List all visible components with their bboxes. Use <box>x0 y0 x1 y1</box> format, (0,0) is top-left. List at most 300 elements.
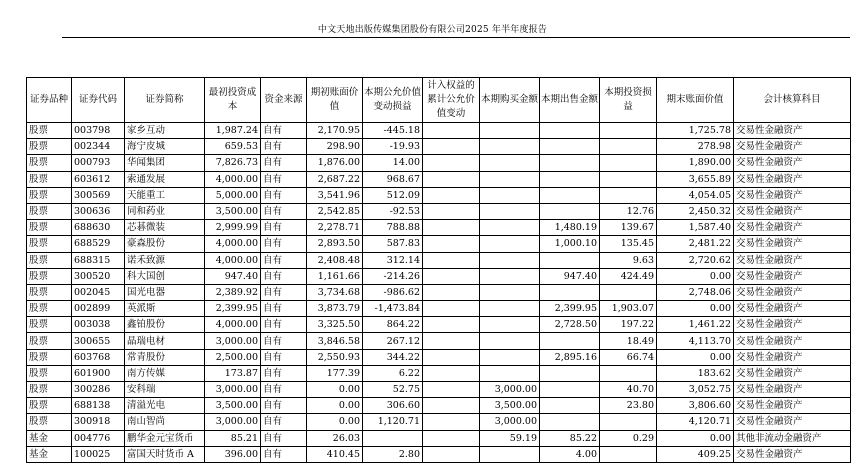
cell-fair-value-change: 52.75 <box>363 382 423 398</box>
cell-closing-book-value: 2,481.22 <box>657 236 734 252</box>
cell-purchase-amount: 3,000.00 <box>480 382 540 398</box>
cell-accounting-subject: 交易性金融资产 <box>734 349 851 365</box>
cell-sale-amount: 2,399.95 <box>540 301 600 317</box>
cell-closing-book-value: 3,806.60 <box>657 398 734 414</box>
table-row <box>27 349 851 365</box>
cell-security-code: 688630 <box>72 220 125 236</box>
cell-closing-book-value: 3,052.75 <box>657 382 734 398</box>
cell-fund-source: 自有 <box>261 382 307 398</box>
cell-investment-income: 0.29 <box>600 430 657 446</box>
cell-opening-book-value: 3,873.79 <box>307 301 363 317</box>
cell-fair-value-change: 968.67 <box>363 171 423 187</box>
cell-accounting-subject: 交易性金融资产 <box>734 382 851 398</box>
cell-accounting-subject: 交易性金融资产 <box>734 446 851 462</box>
table-row <box>27 123 851 139</box>
cell-fair-value-change: -445.18 <box>363 123 423 139</box>
cell-fund-source: 自有 <box>261 139 307 155</box>
cell-opening-book-value: 0.00 <box>307 414 363 430</box>
cell-security-code: 300636 <box>72 203 125 219</box>
cell-security-type: 股票 <box>27 139 72 155</box>
cell-initial-cost: 3,500.00 <box>205 203 261 219</box>
cell-fund-source: 自有 <box>261 203 307 219</box>
cell-fund-source: 自有 <box>261 301 307 317</box>
cell-purchase-amount <box>480 284 540 300</box>
table-row <box>27 203 851 219</box>
cell-security-type: 股票 <box>27 317 72 333</box>
table-row <box>27 155 851 171</box>
header-sale-amount: 本期出售金额 <box>540 78 600 123</box>
cell-accounting-subject: 交易性金融资产 <box>734 155 851 171</box>
cell-opening-book-value: 177.39 <box>307 365 363 381</box>
cell-investment-income <box>600 155 657 171</box>
cell-fair-value-change: -92.53 <box>363 203 423 219</box>
cell-purchase-amount: 3,500.00 <box>480 398 540 414</box>
cell-purchase-amount <box>480 187 540 203</box>
cell-fair-value-change: -986.62 <box>363 284 423 300</box>
cell-security-name: 南山智尚 <box>125 414 205 430</box>
header-initial-cost: 最初投资成本 <box>205 78 261 123</box>
table-row <box>27 398 851 414</box>
cell-security-code: 004776 <box>72 430 125 446</box>
table-row <box>27 236 851 252</box>
cell-fair-value-change: 6.22 <box>363 365 423 381</box>
cell-fair-value-change: 587.83 <box>363 236 423 252</box>
cell-closing-book-value: 4,120.71 <box>657 414 734 430</box>
cell-fund-source: 自有 <box>261 414 307 430</box>
cell-accounting-subject: 交易性金融资产 <box>734 203 851 219</box>
cell-closing-book-value: 0.00 <box>657 349 734 365</box>
cell-initial-cost: 396.00 <box>205 446 261 462</box>
cell-initial-cost: 4,000.00 <box>205 236 261 252</box>
cell-security-type: 股票 <box>27 155 72 171</box>
cell-purchase-amount: 3,000.00 <box>480 414 540 430</box>
cell-security-type: 股票 <box>27 123 72 139</box>
cell-investment-income <box>600 446 657 462</box>
cell-initial-cost: 1,987.24 <box>205 123 261 139</box>
cell-security-type: 股票 <box>27 252 72 268</box>
cell-purchase-amount <box>480 171 540 187</box>
cell-sale-amount: 4.00 <box>540 446 600 462</box>
cell-security-code: 002344 <box>72 139 125 155</box>
cell-security-code: 002045 <box>72 284 125 300</box>
cell-opening-book-value: 0.00 <box>307 398 363 414</box>
cell-accounting-subject: 交易性金融资产 <box>734 398 851 414</box>
cell-security-name: 安科瑞 <box>125 382 205 398</box>
cell-accounting-subject: 交易性金融资产 <box>734 268 851 284</box>
cell-closing-book-value: 3,655.89 <box>657 171 734 187</box>
cell-security-name: 科大国创 <box>125 268 205 284</box>
cell-closing-book-value: 0.00 <box>657 268 734 284</box>
cell-security-name: 家乡互动 <box>125 123 205 139</box>
cell-fair-value-change: 344.22 <box>363 349 423 365</box>
cell-accounting-subject: 交易性金融资产 <box>734 333 851 349</box>
cell-fair-value-change: 864.22 <box>363 317 423 333</box>
cell-security-code: 601900 <box>72 365 125 381</box>
cell-investment-income <box>600 365 657 381</box>
cell-fund-source: 自有 <box>261 317 307 333</box>
cell-security-name: 常青股份 <box>125 349 205 365</box>
cell-security-type: 股票 <box>27 284 72 300</box>
cell-cumulative-equity-change <box>423 301 480 317</box>
cell-initial-cost: 2,500.00 <box>205 349 261 365</box>
cell-initial-cost: 173.87 <box>205 365 261 381</box>
cell-security-type: 基金 <box>27 446 72 462</box>
cell-accounting-subject: 交易性金融资产 <box>734 317 851 333</box>
cell-initial-cost: 4,000.00 <box>205 171 261 187</box>
cell-initial-cost: 947.40 <box>205 268 261 284</box>
cell-closing-book-value: 1,587.40 <box>657 220 734 236</box>
cell-security-code: 603768 <box>72 349 125 365</box>
cell-purchase-amount <box>480 139 540 155</box>
cell-sale-amount: 2,728.50 <box>540 317 600 333</box>
cell-opening-book-value: 26.03 <box>307 430 363 446</box>
cell-sale-amount: 1,480.19 <box>540 220 600 236</box>
header-closing-book-value: 期末账面价值 <box>657 78 734 123</box>
cell-cumulative-equity-change <box>423 333 480 349</box>
cell-initial-cost: 4,000.00 <box>205 317 261 333</box>
cell-opening-book-value: 2,550.93 <box>307 349 363 365</box>
cell-cumulative-equity-change <box>423 430 480 446</box>
cell-fund-source: 自有 <box>261 187 307 203</box>
cell-closing-book-value: 0.00 <box>657 430 734 446</box>
header-fair-value-change: 本期公允价值变动损益 <box>363 78 423 123</box>
cell-closing-book-value: 278.98 <box>657 139 734 155</box>
cell-fair-value-change: 306.60 <box>363 398 423 414</box>
cell-sale-amount <box>540 171 600 187</box>
cell-sale-amount <box>540 187 600 203</box>
cell-initial-cost: 659.53 <box>205 139 261 155</box>
cell-purchase-amount <box>480 155 540 171</box>
cell-cumulative-equity-change <box>423 220 480 236</box>
cell-security-type: 股票 <box>27 187 72 203</box>
cell-purchase-amount <box>480 333 540 349</box>
cell-security-name: 天能重工 <box>125 187 205 203</box>
cell-cumulative-equity-change <box>423 398 480 414</box>
cell-closing-book-value: 2,450.32 <box>657 203 734 219</box>
cell-cumulative-equity-change <box>423 382 480 398</box>
cell-fund-source: 自有 <box>261 398 307 414</box>
cell-security-type: 股票 <box>27 382 72 398</box>
cell-security-name: 索通发展 <box>125 171 205 187</box>
cell-security-code: 300286 <box>72 382 125 398</box>
cell-accounting-subject: 交易性金融资产 <box>734 301 851 317</box>
cell-security-code: 300655 <box>72 333 125 349</box>
cell-purchase-amount <box>480 203 540 219</box>
header-divider <box>62 37 850 38</box>
cell-investment-income: 18.49 <box>600 333 657 349</box>
cell-security-type: 股票 <box>27 203 72 219</box>
cell-cumulative-equity-change <box>423 236 480 252</box>
cell-fund-source: 自有 <box>261 446 307 462</box>
cell-security-type: 股票 <box>27 236 72 252</box>
cell-security-type: 股票 <box>27 171 72 187</box>
cell-investment-income: 23.80 <box>600 398 657 414</box>
cell-security-code: 100025 <box>72 446 125 462</box>
cell-investment-income <box>600 139 657 155</box>
cell-security-name: 富国天时货币 A <box>125 446 205 462</box>
cell-security-code: 688529 <box>72 236 125 252</box>
cell-security-code: 003038 <box>72 317 125 333</box>
cell-opening-book-value: 0.00 <box>307 382 363 398</box>
cell-fair-value-change: 1,120.71 <box>363 414 423 430</box>
cell-sale-amount <box>540 252 600 268</box>
cell-cumulative-equity-change <box>423 252 480 268</box>
cell-opening-book-value: 1,876.00 <box>307 155 363 171</box>
cell-closing-book-value: 4,054.05 <box>657 187 734 203</box>
cell-initial-cost: 4,000.00 <box>205 252 261 268</box>
table-row <box>27 333 851 349</box>
cell-opening-book-value: 2,408.48 <box>307 252 363 268</box>
cell-accounting-subject: 交易性金融资产 <box>734 252 851 268</box>
cell-security-type: 股票 <box>27 414 72 430</box>
cell-security-name: 豪森股份 <box>125 236 205 252</box>
cell-cumulative-equity-change <box>423 171 480 187</box>
table-row <box>27 430 851 446</box>
cell-investment-income: 1,903.07 <box>600 301 657 317</box>
cell-purchase-amount <box>480 220 540 236</box>
cell-fair-value-change: -1,473.84 <box>363 301 423 317</box>
cell-accounting-subject: 交易性金融资产 <box>734 220 851 236</box>
cell-fund-source: 自有 <box>261 155 307 171</box>
cell-cumulative-equity-change <box>423 446 480 462</box>
cell-opening-book-value: 2,893.50 <box>307 236 363 252</box>
cell-security-name: 芯碁微装 <box>125 220 205 236</box>
cell-cumulative-equity-change <box>423 187 480 203</box>
cell-cumulative-equity-change <box>423 365 480 381</box>
cell-investment-income: 66.74 <box>600 349 657 365</box>
cell-sale-amount <box>540 123 600 139</box>
cell-investment-income: 424.49 <box>600 268 657 284</box>
cell-fair-value-change: 312.14 <box>363 252 423 268</box>
cell-initial-cost: 2,389.92 <box>205 284 261 300</box>
table-row <box>27 171 851 187</box>
cell-security-name: 南方传媒 <box>125 365 205 381</box>
cell-fair-value-change: 788.88 <box>363 220 423 236</box>
cell-security-name: 鹏华金元宝货币 <box>125 430 205 446</box>
cell-purchase-amount <box>480 349 540 365</box>
cell-cumulative-equity-change <box>423 349 480 365</box>
table-row <box>27 414 851 430</box>
cell-accounting-subject: 交易性金融资产 <box>734 171 851 187</box>
cell-cumulative-equity-change <box>423 317 480 333</box>
cell-opening-book-value: 1,161.66 <box>307 268 363 284</box>
cell-sale-amount <box>540 382 600 398</box>
cell-security-type: 股票 <box>27 365 72 381</box>
cell-fair-value-change: -214.26 <box>363 268 423 284</box>
cell-cumulative-equity-change <box>423 155 480 171</box>
cell-sale-amount: 85.22 <box>540 430 600 446</box>
header-accounting-subject: 会计核算科目 <box>734 78 851 123</box>
cell-accounting-subject: 交易性金融资产 <box>734 123 851 139</box>
header-investment-income: 本期投资损益 <box>600 78 657 123</box>
cell-security-name: 同和药业 <box>125 203 205 219</box>
table-row <box>27 446 851 462</box>
cell-accounting-subject: 交易性金融资产 <box>734 414 851 430</box>
cell-opening-book-value: 3,541.96 <box>307 187 363 203</box>
cell-initial-cost: 7,826.73 <box>205 155 261 171</box>
table-row <box>27 365 851 381</box>
cell-security-code: 000793 <box>72 155 125 171</box>
header-security-type: 证券品种 <box>27 78 72 123</box>
cell-security-code: 688138 <box>72 398 125 414</box>
cell-opening-book-value: 2,278.71 <box>307 220 363 236</box>
cell-investment-income: 9.63 <box>600 252 657 268</box>
cell-investment-income <box>600 284 657 300</box>
table-header-row <box>27 78 851 123</box>
cell-closing-book-value: 2,748.06 <box>657 284 734 300</box>
table-row <box>27 139 851 155</box>
cell-security-name: 晶瑞电材 <box>125 333 205 349</box>
cell-investment-income <box>600 187 657 203</box>
cell-investment-income: 197.22 <box>600 317 657 333</box>
cell-purchase-amount <box>480 317 540 333</box>
cell-security-code: 300520 <box>72 268 125 284</box>
cell-security-type: 基金 <box>27 430 72 446</box>
cell-closing-book-value: 409.25 <box>657 446 734 462</box>
cell-investment-income <box>600 123 657 139</box>
cell-security-name: 诺禾致源 <box>125 252 205 268</box>
cell-cumulative-equity-change <box>423 139 480 155</box>
cell-investment-income <box>600 171 657 187</box>
cell-sale-amount <box>540 139 600 155</box>
header-fund-source: 资金来源 <box>261 78 307 123</box>
cell-fund-source: 自有 <box>261 236 307 252</box>
cell-opening-book-value: 2,170.95 <box>307 123 363 139</box>
header-cumulative-equity-change: 计入权益的累计公允价值变动 <box>423 78 480 123</box>
table-row <box>27 301 851 317</box>
cell-purchase-amount: 59.19 <box>480 430 540 446</box>
cell-sale-amount <box>540 155 600 171</box>
cell-initial-cost: 3,000.00 <box>205 382 261 398</box>
cell-opening-book-value: 3,734.68 <box>307 284 363 300</box>
cell-fair-value-change: 267.12 <box>363 333 423 349</box>
cell-closing-book-value: 1,890.00 <box>657 155 734 171</box>
cell-security-code: 688315 <box>72 252 125 268</box>
cell-fair-value-change <box>363 430 423 446</box>
cell-cumulative-equity-change <box>423 268 480 284</box>
cell-sale-amount: 1,000.10 <box>540 236 600 252</box>
page-header-title: 中文天地出版传媒集团股份有限公司2025 年半年度报告 <box>317 25 548 35</box>
header-purchase-amount: 本期购买金额 <box>480 78 540 123</box>
cell-security-type: 股票 <box>27 398 72 414</box>
header-security-name: 证券简称 <box>125 78 205 123</box>
table-row <box>27 187 851 203</box>
cell-security-code: 003798 <box>72 123 125 139</box>
cell-fund-source: 自有 <box>261 333 307 349</box>
cell-opening-book-value: 2,542.85 <box>307 203 363 219</box>
cell-sale-amount: 2,895.16 <box>540 349 600 365</box>
cell-purchase-amount <box>480 236 540 252</box>
cell-security-name: 鑫铂股份 <box>125 317 205 333</box>
cell-opening-book-value: 3,846.58 <box>307 333 363 349</box>
cell-closing-book-value: 0.00 <box>657 301 734 317</box>
cell-purchase-amount <box>480 123 540 139</box>
cell-investment-income: 12.76 <box>600 203 657 219</box>
cell-security-code: 603612 <box>72 171 125 187</box>
cell-security-code: 300918 <box>72 414 125 430</box>
cell-initial-cost: 2,399.95 <box>205 301 261 317</box>
cell-purchase-amount <box>480 252 540 268</box>
cell-security-name: 英派斯 <box>125 301 205 317</box>
cell-security-code: 002899 <box>72 301 125 317</box>
cell-accounting-subject: 交易性金融资产 <box>734 187 851 203</box>
cell-accounting-subject: 交易性金融资产 <box>734 236 851 252</box>
cell-fund-source: 自有 <box>261 284 307 300</box>
cell-opening-book-value: 3,325.50 <box>307 317 363 333</box>
cell-accounting-subject: 交易性金融资产 <box>734 284 851 300</box>
cell-security-type: 股票 <box>27 333 72 349</box>
cell-security-type: 股票 <box>27 349 72 365</box>
table-row <box>27 284 851 300</box>
cell-fund-source: 自有 <box>261 252 307 268</box>
cell-initial-cost: 3,500.00 <box>205 398 261 414</box>
cell-closing-book-value: 4,113.70 <box>657 333 734 349</box>
cell-investment-income: 135.45 <box>600 236 657 252</box>
cell-sale-amount <box>540 333 600 349</box>
cell-security-name: 清溢光电 <box>125 398 205 414</box>
cell-accounting-subject: 交易性金融资产 <box>734 365 851 381</box>
table-row <box>27 252 851 268</box>
cell-security-name: 华闻集团 <box>125 155 205 171</box>
table-row <box>27 317 851 333</box>
cell-opening-book-value: 410.45 <box>307 446 363 462</box>
cell-sale-amount <box>540 284 600 300</box>
cell-sale-amount <box>540 203 600 219</box>
cell-closing-book-value: 2,720.62 <box>657 252 734 268</box>
cell-purchase-amount <box>480 446 540 462</box>
header-opening-book-value: 期初账面价值 <box>307 78 363 123</box>
cell-fund-source: 自有 <box>261 430 307 446</box>
cell-cumulative-equity-change <box>423 284 480 300</box>
cell-cumulative-equity-change <box>423 123 480 139</box>
cell-sale-amount: 947.40 <box>540 268 600 284</box>
cell-security-name: 国光电器 <box>125 284 205 300</box>
cell-sale-amount <box>540 398 600 414</box>
cell-purchase-amount <box>480 301 540 317</box>
cell-security-type: 股票 <box>27 268 72 284</box>
cell-closing-book-value: 1,461.22 <box>657 317 734 333</box>
cell-initial-cost: 85.21 <box>205 430 261 446</box>
cell-security-type: 股票 <box>27 301 72 317</box>
cell-accounting-subject: 交易性金融资产 <box>734 139 851 155</box>
table-row <box>27 382 851 398</box>
cell-closing-book-value: 1,725.78 <box>657 123 734 139</box>
cell-investment-income <box>600 414 657 430</box>
cell-sale-amount <box>540 414 600 430</box>
cell-security-name: 海宁皮城 <box>125 139 205 155</box>
cell-sale-amount <box>540 365 600 381</box>
cell-fair-value-change: 14.00 <box>363 155 423 171</box>
cell-cumulative-equity-change <box>423 414 480 430</box>
header-security-code: 证券代码 <box>72 78 125 123</box>
cell-initial-cost: 3,000.00 <box>205 414 261 430</box>
cell-fund-source: 自有 <box>261 268 307 284</box>
cell-fund-source: 自有 <box>261 349 307 365</box>
cell-security-type: 股票 <box>27 220 72 236</box>
cell-initial-cost: 3,000.00 <box>205 333 261 349</box>
cell-cumulative-equity-change <box>423 203 480 219</box>
cell-investment-income: 139.67 <box>600 220 657 236</box>
table-body <box>27 123 851 463</box>
cell-fair-value-change: 512.09 <box>363 187 423 203</box>
cell-fund-source: 自有 <box>261 220 307 236</box>
table-row <box>27 268 851 284</box>
cell-accounting-subject: 其他非流动金融资产 <box>734 430 851 446</box>
table-row <box>27 220 851 236</box>
cell-purchase-amount <box>480 365 540 381</box>
cell-fair-value-change: 2.80 <box>363 446 423 462</box>
cell-security-code: 300569 <box>72 187 125 203</box>
